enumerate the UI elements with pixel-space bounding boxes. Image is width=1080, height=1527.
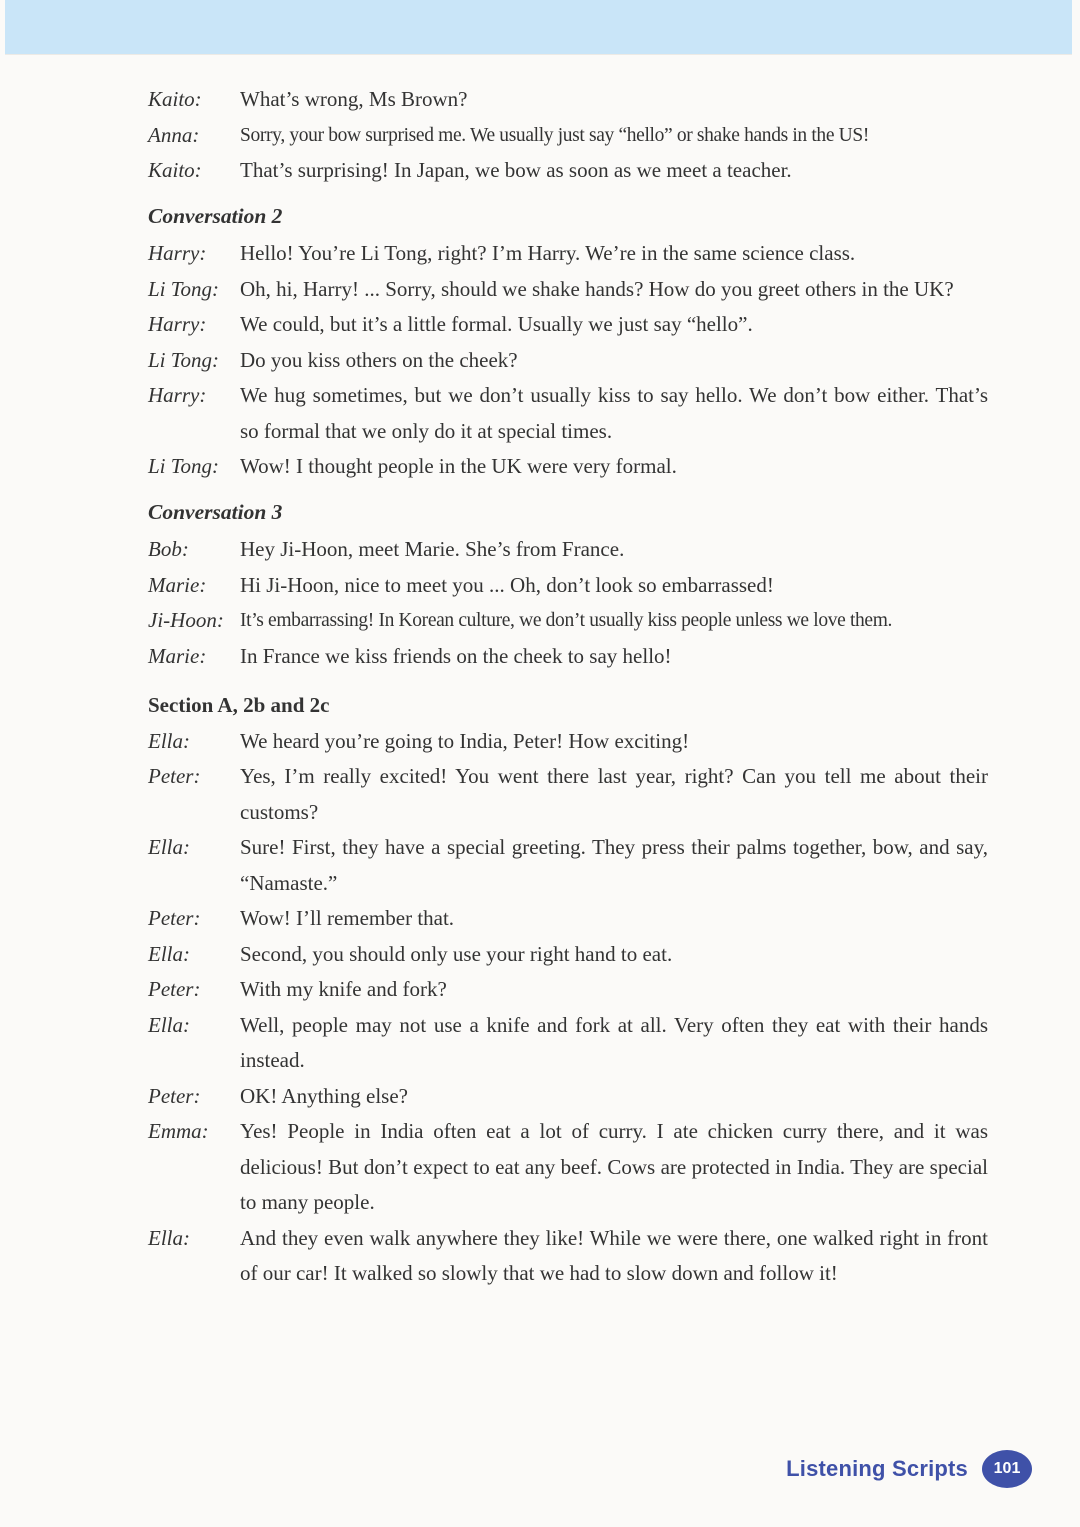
conversation-heading: Conversation 2 [148, 203, 283, 228]
dialogue-text: In France we kiss friends on the cheek to say hello! [240, 643, 672, 668]
speaker-label: Kaito: [148, 87, 202, 111]
dialogue-text: With my knife and fork? [240, 977, 447, 1001]
dialogue-row [148, 236, 988, 272]
dialogue-text: Hey Ji-Hoon, meet Marie. She’s from France. [240, 537, 625, 561]
script-body [148, 82, 988, 1292]
dialogue-text: And they even walk anywhere they like! While we were there, one walked right in front of our car! It walked so slowly that we had to slow down and follow it! [240, 1225, 988, 1285]
dialogue-row [148, 307, 988, 343]
speaker-label: Ella: [148, 835, 190, 859]
dialogue-row [148, 272, 988, 308]
speaker-label: Kaito: [148, 158, 202, 182]
speaker-label: Marie: [148, 572, 207, 597]
speaker-label: Harry: [148, 312, 207, 336]
dialogue-row [148, 568, 988, 604]
dialogue-row [148, 118, 988, 154]
speaker-label: Ella: [148, 941, 190, 966]
speaker-label: Anna: [148, 122, 200, 147]
speaker-label: Li Tong: [148, 347, 220, 372]
dialogue-row [148, 972, 988, 1008]
dialogue-text: Yes! People in India often eat a lot of curry. I ate chicken curry there, and it was delicious! But don’t expect to eat any beef. Cows are protected in India. They are special to many people. [240, 1119, 988, 1214]
dialogue-row [148, 937, 988, 973]
dialogue-text: It’s embarrassing! In Korean culture, we don’t usually kiss people unless we love them. [240, 610, 893, 631]
dialogue-row [148, 603, 988, 639]
dialogue-text: Second, you should only use your right hand to eat. [240, 941, 673, 966]
speaker-label: Li Tong: [148, 276, 220, 301]
dialogue-text: Hello! You’re Li Tong, right? I’m Harry. We’re in the same science class. [240, 241, 856, 265]
dialogue-text: We could, but it’s a little formal. Usually we just say “hello”. [240, 312, 753, 336]
conversation-heading: Conversation 3 [148, 499, 283, 524]
page-number-badge: 101 [982, 1450, 1032, 1488]
dialogue-row [148, 449, 988, 485]
dialogue-row [148, 1079, 988, 1115]
dialogue-row [148, 724, 988, 760]
speaker-label: Peter: [148, 764, 201, 788]
speaker-label: Harry: [148, 241, 207, 265]
dialogue-text: Sorry, your bow surprised me. We usually just say “hello” or shake hands in the US! [240, 124, 870, 146]
speaker-label: Ella: [148, 1225, 190, 1250]
dialogue-text: Wow! I’ll remember that. [240, 906, 455, 930]
speaker-label: Harry: [148, 383, 207, 407]
speaker-label: Emma: [148, 1119, 209, 1143]
dialogue-text: Oh, hi, Harry! ... Sorry, should we shake hands? How do you greet others in the UK? [240, 276, 954, 301]
speaker-label: Peter: [148, 977, 201, 1001]
dialogue-row [148, 1221, 988, 1292]
speaker-label: Peter: [148, 1083, 201, 1108]
dialogue-text: Do you kiss others on the cheek? [240, 347, 518, 372]
dialogue-text: OK! Anything else? [240, 1083, 408, 1108]
dialogue-text: Yes, I’m really excited! You went there last year, right? Can you tell me about their customs? [240, 764, 988, 824]
dialogue-text: Wow! I thought people in the UK were very formal. [240, 454, 677, 478]
dialogue-row [148, 532, 988, 568]
dialogue-text: Hi Ji-Hoon, nice to meet you ... Oh, don’t look so embarrassed! [240, 572, 774, 597]
dialogue-row [148, 639, 988, 675]
dialogue-text: What’s wrong, Ms Brown? [240, 87, 468, 111]
speaker-label: Ji-Hoon: [148, 608, 224, 632]
dialogue-row [148, 1114, 988, 1221]
footer-section-label: Listening Scripts [786, 1456, 968, 1481]
dialogue-row [148, 378, 988, 449]
dialogue-text: Well, people may not use a knife and fork at all. Very often they eat with their hands instead. [240, 1012, 988, 1072]
speaker-label: Li Tong: [148, 454, 220, 478]
speaker-label: Peter: [148, 906, 201, 930]
dialogue-text: We hug sometimes, but we don’t usually kiss to say hello. We don’t bow either. That’s so formal that we only do it at special times. [240, 383, 988, 443]
speaker-label: Ella: [148, 1012, 190, 1037]
page-footer [786, 1450, 1032, 1488]
dialogue-row [148, 343, 988, 379]
dialogue-row [148, 830, 988, 901]
dialogue-text: We heard you’re going to India, Peter! How exciting! [240, 728, 690, 753]
header-band [5, 0, 1072, 55]
speaker-label: Marie: [148, 643, 207, 668]
dialogue-row [148, 901, 988, 937]
dialogue-row [148, 759, 988, 830]
speaker-label: Bob: [148, 537, 189, 561]
section-heading: Section A, 2b and 2c [148, 693, 330, 717]
dialogue-row [148, 1008, 988, 1079]
dialogue-row [148, 153, 988, 189]
dialogue-row [148, 82, 988, 118]
dialogue-text: That’s surprising! In Japan, we bow as soon as we meet a teacher. [240, 158, 792, 182]
dialogue-text: Sure! First, they have a special greeting. They press their palms together, bow, and say, “Namaste.” [240, 835, 988, 895]
speaker-label: Ella: [148, 728, 190, 753]
